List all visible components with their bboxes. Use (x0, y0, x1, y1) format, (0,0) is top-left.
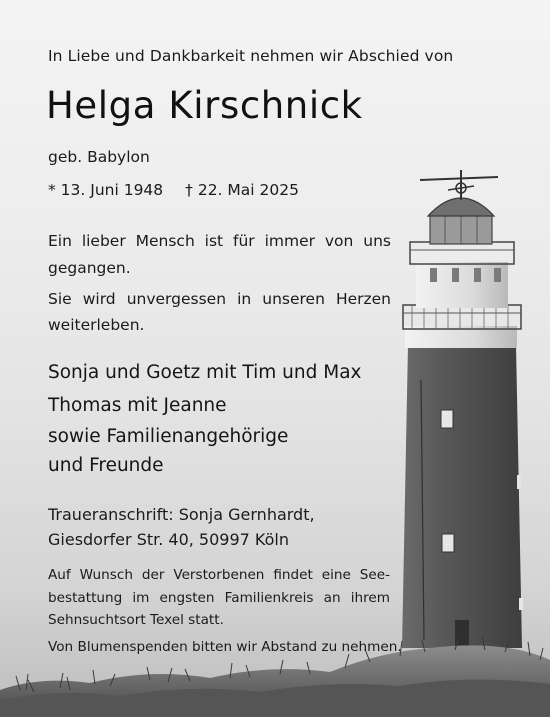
verse-line: Ein lieber Mensch ist für immer von uns (48, 232, 391, 250)
birth-date: * 13. Juni 1948 (48, 181, 164, 199)
death-date: † 22. Mai 2025 (185, 181, 299, 199)
maiden-name: geb. Babylon (48, 148, 150, 166)
flowers-note: Von Blumenspenden bitten wir Abstand zu nehmen. (48, 639, 402, 655)
mourner-line: und Freunde (48, 455, 164, 476)
deceased-name: Helga Kirschnick (46, 84, 363, 127)
notice-line: bestattung im engsten Familienkreis an ihrem (48, 590, 390, 606)
mourner-line: Thomas mit Jeanne (48, 395, 227, 416)
verse-line: gegangen. (48, 259, 131, 277)
intro-text: In Liebe und Dankbarkeit nehmen wir Abschied von (48, 47, 454, 65)
life-dates (48, 181, 299, 199)
mourner-line: sowie Familienangehörige (48, 426, 289, 447)
notice-line: Sehnsuchtsort Texel statt. (48, 612, 224, 628)
verse-line: Sie wird unvergessen in unseren Herzen (48, 290, 391, 308)
address-line: Traueranschrift: Sonja Gernhardt, (48, 505, 315, 524)
notice-line: Auf Wunsch der Verstorbenen findet eine See- (48, 567, 390, 583)
mourner-line: Sonja und Goetz mit Tim und Max (48, 362, 362, 383)
address-line: Giesdorfer Str. 40, 50997 Köln (48, 530, 289, 549)
verse-line: weiterleben. (48, 316, 145, 334)
